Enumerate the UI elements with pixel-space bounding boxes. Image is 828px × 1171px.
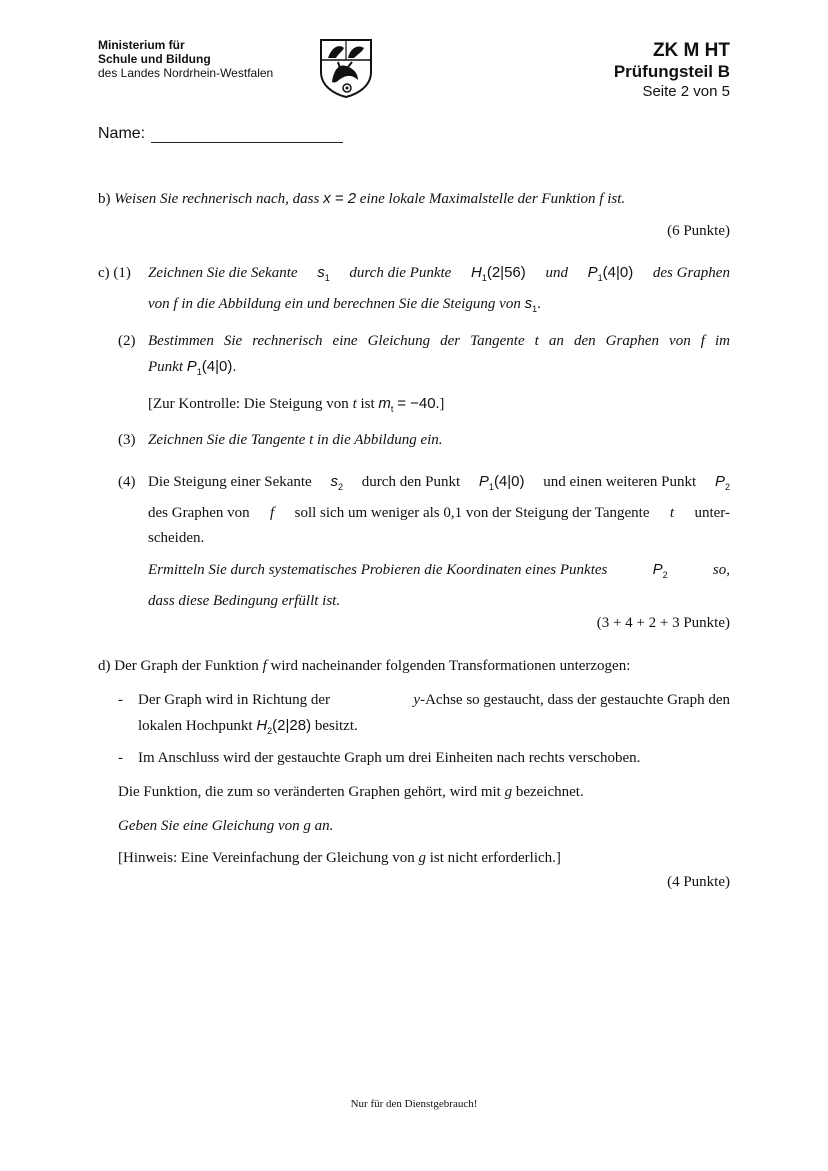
name-blank-line[interactable] [151,125,343,143]
bullet-1-marker: - [118,692,123,708]
task-c2-text: Bestimmen Sie rechnerisch eine Gleichung der Tangente t an den Graphen von f im Punkt $P_1(4|0)$. [Zur Kontrolle: Die Steigung von t ist $m_t = -40$.] [148,333,730,414]
name-field [98,125,343,143]
page-info: Seite 2 von 5 [642,83,730,100]
name-label: Name: [98,125,146,142]
exam-code: ZK M HT [652,40,730,61]
ministry-name: Ministerium für Schule und Bildung des Landes Nordrhein-Westfalen [98,38,274,80]
task-d-points: (4 Punkte) [667,874,730,890]
task-d-intro: d) Der Graph der Funktion f wird nacheinander folgenden Transformationen unterzogen: [98,658,631,674]
task-c-points: (3 + 4 + 2 + 3 Punkte) [596,615,730,631]
task-c-label: c) (1) [98,265,131,281]
task-c2-num: (2) [118,333,136,349]
task-d-hint: [Hinweis: Eine Vereinfachung der Gleichung von g ist nicht erforderlich.] [118,850,561,866]
exam-header [614,40,730,101]
task-c4-num: (4) [118,474,136,490]
task-b-points: (6 Punkte) [667,223,730,239]
task-c3-num: (3) [118,432,136,448]
task-c1-text: Zeichnen Sie die Sekante $s_1$ durch die Punkte $H_1(2|56)$ und $P_1(4|0)$ des Graphen von f in die Abbildung ein und berechnen Sie die Steigung von $s_1$. [148,264,730,314]
task-d-task: Geben Sie eine Gleichung von g an. [118,818,334,834]
task-c4-text: Die Steigung einer Sekante $s_2$ durch den Punkt $P_1(4|0)$ und einen weiteren Punkt $P_2$ des Graphen von f soll sich um weniger als 0,1 von der Steigung der Tangente t unter- scheiden. Ermitteln Sie durch systematisches Probieren die Koordinaten eines Punktes $P_2$ so, dass diese Bedingung erfüllt ist. [148,473,730,609]
bullet-1-text: Der Graph wird in Richtung der y-Achse so gestaucht, dass der gestauchte Graph den lokalen Hochpunkt $H_2(2|28)$ besitzt. [138,692,730,736]
bullet-2-text: Im Anschluss wird der gestauchte Graph um drei Einheiten nach rechts verschoben. [138,750,641,766]
page-footer: Nur für den Dienstgebrauch! [350,1098,478,1110]
bullet-2-marker: - [118,750,123,766]
task-c3-text: Zeichnen Sie die Tangente t in die Abbildung ein. [148,432,443,448]
exam-part: Prüfungsteil B [613,62,730,81]
task-d-g-definition: Die Funktion, die zum so veränderten Graphen gehört, wird mit g bezeichnet. [118,784,584,800]
nrw-coat-of-arms-icon [318,38,374,98]
task-b-text: b) Weisen Sie rechnerisch nach, dass x = 2 eine lokale Maximalstelle der Funktion f ist. [98,190,626,207]
